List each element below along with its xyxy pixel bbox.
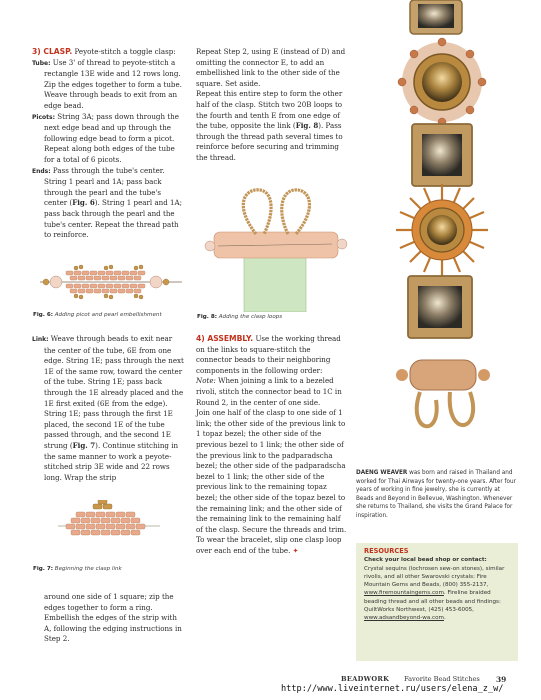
fig7-caption [33,566,122,572]
fig7-label: Fig. 7: [33,566,53,572]
fig6-caption-text: Adding picot and pearl embellishment [52,312,162,318]
note-label: Note: [196,376,216,386]
footer-section: Favorite Bead Stitches [404,675,480,683]
ends-text-2: ). String 1 pearl and 1A; pass back through the pearl and the tube's center. Repeat the thread path to reinforce. [44,198,183,240]
author-bio-text: was born and raised in Thailand and worked for Thai Airways for twenty-one years. After four years of working in fine jewelry, she is currently at Beads and Beyond in Bellevue, Washington. Whenever she returns to Thailand, she visits the Grand Palace for inspiration. [356,470,516,519]
fig7-reference: Fig. 7 [72,440,96,450]
fig6-caption [33,312,162,318]
fig8-caption [197,314,282,320]
link-column [32,334,184,483]
ends-label: Ends: [32,167,51,175]
picots-instruction [32,112,184,166]
resources-text-2: . Fireline braided beading thread and all other beads and findings: QuiltWorks Northwest, (425) 453-6005, [364,590,501,614]
step4-intro [196,334,348,376]
page-number: 39 [496,675,507,684]
ends-instruction [32,166,184,241]
link-text-2: ). Continue stitching in the same manner to work a peyote-stitched strip 3E wide and 22 rows long. Wrap the strip [44,440,179,482]
step3-heading: 3) CLASP. [32,47,73,56]
step3-intro [32,47,184,58]
step3-continued-column [196,47,348,164]
fig8-reference: Fig. 8 [295,121,319,131]
link-instruction [32,334,184,483]
step3-clasp-column [32,47,184,241]
tube-instruction [32,58,184,112]
clasp-loops-text-1: Repeat this entire step to form the other half of the clasp. Stitch two 20B loops to the fourth and tenth E from one edge of the tube, opposite the link ( [196,89,343,131]
fig6-illustration [36,262,186,302]
fig7-caption-text: Beginning the clasp link [52,566,122,572]
step4-assembly-column [196,334,348,556]
fig7-illustration [56,500,166,562]
note-text: When joining a link to a bezeled rivoli, stitch the connector bead to 1C in Round 2, in the center of one side. [196,376,342,407]
clasp-loops-paragraph [196,89,348,163]
resources-list [356,556,518,622]
assembly-finish [196,535,348,556]
footer-magazine: BEADWORK [341,675,390,683]
link-label: Link: [32,336,49,343]
link-text-1: Weave through beads to exit near the center of the tube, 6E from one edge. String 1E; pass through the next 1E of the same row, toward the center of the tube. String 1E; pass back through the 1E already placed and the 1E first exited (6E from the edge). String 1E; pass through the first 1E placed, the second 1E of the tube passed through, and the second 1E strung ( [44,334,184,450]
watermark-url: http://www.liveinternet.ru/users/elena_z_w/ [281,684,504,694]
picots-label: Picots: [32,113,55,121]
wrap-strip-column [44,592,184,645]
resources-text-1: Crystal sequins (lochrosen sew-on stones), similar rivolis, and all other Swarovski crystals: Fire Mountain Gems and Beads, (800) 355-2137, [364,565,505,589]
ends-text-1: Pass through the tube's center. String 1 pearl and 1A; pass back through the pearl and the tube's center ( [44,165,165,208]
resources-box [356,543,518,661]
tube-label: Tube: [32,59,51,67]
resources-lead: Check your local bead shop or contact: [364,557,487,564]
step3-intro-text: Peyote-stitch a toggle clasp: [72,47,176,56]
fig6-label: Fig. 6: [33,312,53,318]
fig8-label: Fig. 8: [197,314,217,320]
assembly-body: Join one half of the clasp to one side of 1 link; the other side of the previous link to 1 topaz bezel; the other side of the previous bezel to 1 link; the other side of the previous link to the padparadscha bezel; the other side of the padparadscha bezel to 1 link; the other side of the previous link to the remaining topaz bezel; the other side of the topaz bezel to the remaining link; and the other side of the remaining link to the remaining half of the clasp. Secure the threads and trim. [196,408,347,534]
author-name: DAENG WEAVER [356,470,408,476]
assembly-note [196,376,348,408]
bracelet-photo [380,0,510,466]
picots-text: String 3A; pass down through the next edge bead and up through the following edge bead to form a picot. Repeat along both edges of the tube for a total of 6 picots. [44,111,179,164]
step4-intro-text: Use the working thread on the links to square-stitch the connector beads to their neighboring components in the following order: [196,334,341,375]
end-mark-icon: ✦ [290,545,299,555]
fig8-illustration [204,186,349,312]
step4-heading: 4) ASSEMBLY. [196,334,254,343]
assembly-finish-text: To wear the bracelet, slip one clasp loop over each end of the tube. [196,535,342,555]
resources-link-firemountaingems[interactable]: www.firemountaingems.com [364,590,444,597]
resources-link-adsandbeyond[interactable]: www.adsandbeyond-wa.com [364,615,444,622]
wrap-strip-paragraph: around one side of 1 square; zip the edges together to form a ring. Embellish the edges of the strip with A, following the edging instructions in Step 2. [44,592,182,644]
tube-text: Use 3' of thread to peyote-stitch a rectangle 13E wide and 12 rows long. Zip the edges together to form a tube. Weave through beads to exit from an edge bead. [44,57,182,110]
repeat-step2-paragraph: Repeat Step 2, using E (instead of D) and omitting the connector E, to add an embellished link to the other side of the square. Set aside. [196,47,346,88]
author-bio [356,469,516,521]
fig8-caption-text: Adding the clasp loops [216,314,283,320]
fig6-reference: Fig. 6 [72,198,95,208]
resources-title: RESOURCES [364,547,409,555]
resources-text-3: . [443,615,446,622]
clasp-loops-text-2: ). Pass through the thread path several times to reinforce before securing and trimming the thread. [196,121,343,162]
